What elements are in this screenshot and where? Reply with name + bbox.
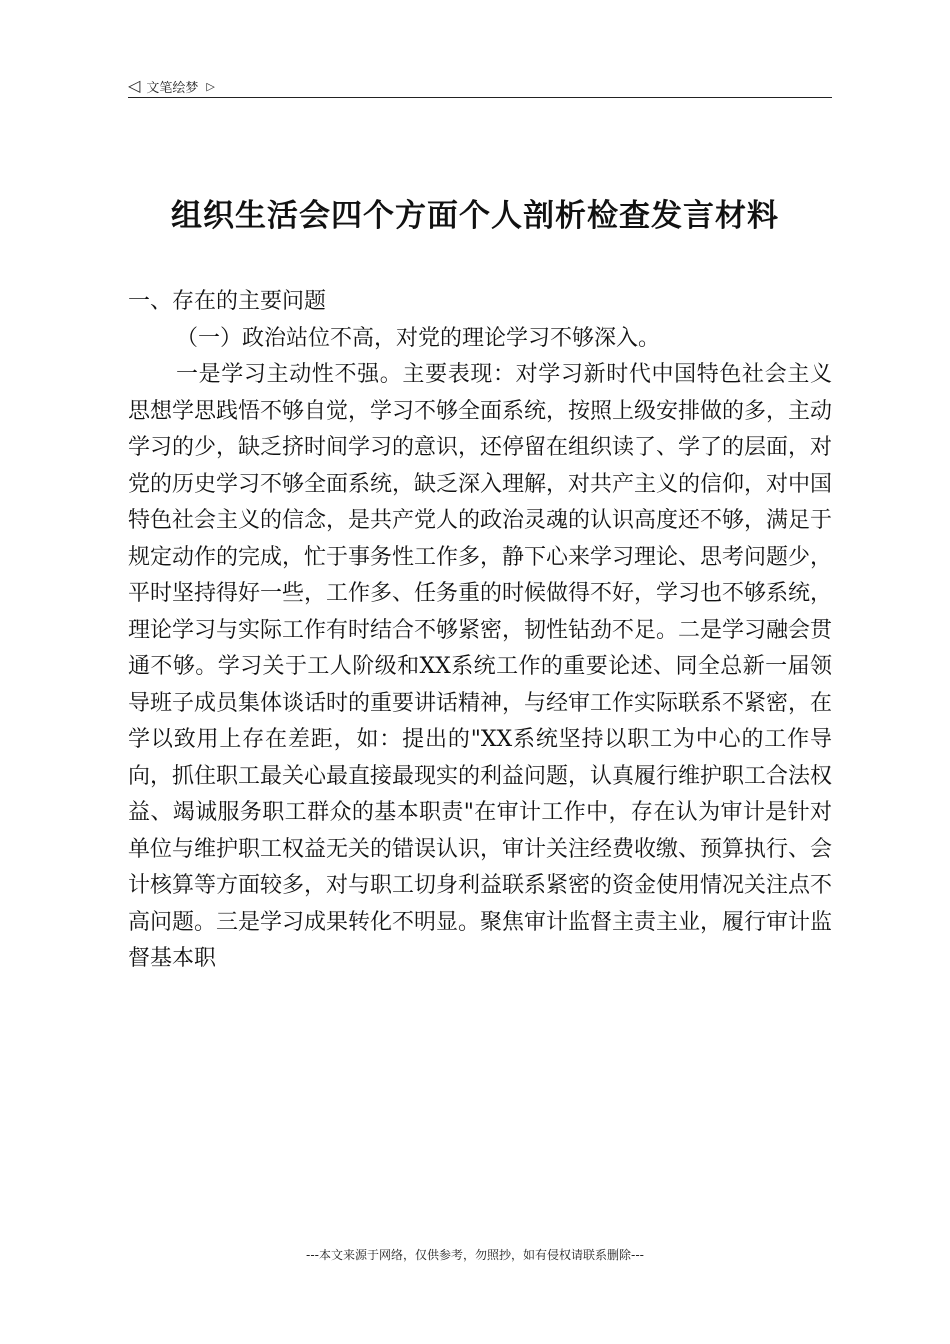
header-divider <box>128 97 832 98</box>
footer-disclaimer: ---本文来源于网络，仅供参考，勿照抄，如有侵权请联系删除--- <box>306 1248 644 1262</box>
subsection-heading: （一）政治站位不高，对党的理论学习不够深入。 <box>176 325 661 351</box>
document-title: 组织生活会四个方面个人剖析检查发言材料 <box>171 198 779 234</box>
document-body <box>128 284 832 978</box>
right-triangle-icon: ▷ <box>206 79 215 93</box>
body-paragraph: 一是学习主动性不强。主要表现：对学习新时代中国特色社会主义思想学思践悟不够自觉，学习不够全面系统，按照上级安排做的多，主动学习的少，缺乏挤时间学习的意识，还停留在组织读了、学了的层面，对党的历史学习不够全面系统，缺乏深入理解，对共产主义的信仰，对中国特色社会主义的信念，是共产党人的政治灵魂的认识高度还不够，满足于规定动作的完成，忙于事务性工作多，静下心来学习理论、思考问题少，平时坚持得好一些，工作多、任务重的时候做得不好，学习也不够系统，理论学习与实际工作有时结合不够紧密，韧性钻劲不足。二是学习融会贯通不够。学习关于工人阶级和XX系统工作的重要论述、同全总新一届领导班子成员集体谈话时的重要讲话精神，与经审工作实际联系不紧密，在学以致用上存在差距，如：提出的"XX系统坚持以职工为中心的工作导向，抓住职工最关心最直接最现实的利益问题，认真履行维护职工合法权益、竭诚服务职工群众的基本职责"在审计工作中，存在认为审计是针对单位与维护职工权益无关的错误认识，审计关注经费收缴、预算执行、会计核算等方面较多，对与职工切身利益联系紧密的资金使用情况关注点不高问题。三是学习成果转化不明显。聚焦审计监督主责主业，履行审计监督基本职 <box>128 362 833 971</box>
page-header <box>128 74 832 98</box>
left-triangle-icon: ◁ <box>128 76 141 95</box>
header-brand: 文笔绘梦 <box>146 80 199 96</box>
section-heading: 一、存在的主要问题 <box>128 289 327 314</box>
